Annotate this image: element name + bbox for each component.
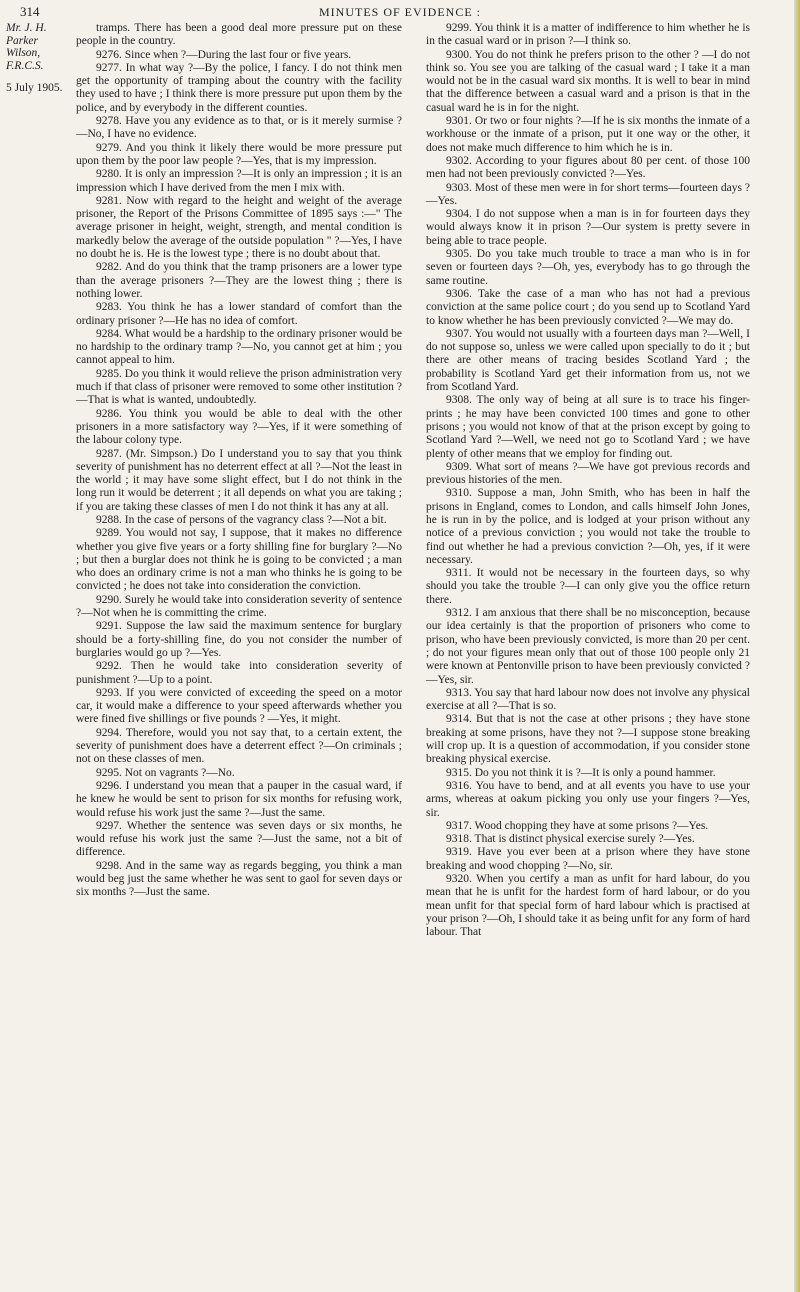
paragraph: 9277. In what way ?—By the police, I fancy. I do not think men get the opportunity of tramping about the country with the facility they used to have ; I think there is more pressure put upon them by the police, and by everybody in the different counties. bbox=[76, 61, 402, 114]
paragraph: 9312. I am anxious that there shall be no misconception, because our idea certainly is that the proportion of prisoners who come to prison, who have been previously convicted, is more than 20 per cent. ; do not your figures mean only that out of those 100 people only 21 were known at Pentonville prison to have been previously convicted ?—Yes, sir. bbox=[426, 607, 750, 686]
paragraph: 9304. I do not suppose when a man is in for fourteen days they would always know it in prison ?—Our system is pretty severe in being able to trace people. bbox=[426, 208, 750, 247]
paragraph: 9297. Whether the sentence was seven days or six months, he would refuse his work just the same ?—Just the same, not a bit of difference. bbox=[76, 819, 402, 859]
paragraph: 9305. Do you take much trouble to trace a man who is in for seven or fourteen days ?—Oh, yes, everybody has to go through the same routine. bbox=[426, 248, 750, 287]
paragraph: 9303. Most of these men were in for short terms—fourteen days ?—Yes. bbox=[426, 181, 750, 207]
paragraph: 9298. And in the same way as regards begging, you think a man would beg just the same whether he was sent to gaol for seven days or six months ?—Just the same. bbox=[76, 859, 402, 899]
paragraph: 9301. Or two or four nights ?—If he is six months the inmate of a workhouse or the inmate of a prison, put it one way or the other, it does not make much difference to him which he is in. bbox=[426, 115, 750, 154]
paragraph: 9296. I understand you mean that a pauper in the casual ward, if he knew he would be sent to prison for six months for refusing work, would refuse his work just the same ?—Just the same. bbox=[76, 779, 402, 819]
paragraph: 9315. Do you not think it is ?—It is only a pound hammer. bbox=[446, 766, 716, 779]
paragraph: 9278. Have you any evidence as to that, or is it merely surmise ?—No, I have no evidence. bbox=[76, 115, 402, 141]
paragraph: 9292. Then he would take into consideration severity of punishment ?—Up to a point. bbox=[76, 660, 402, 686]
witness-name: Mr. J. H. Parker Wilson, F.R.C.S. bbox=[6, 22, 47, 72]
paragraph: 9302. According to your figures about 80 per cent. of those 100 men had not been previously convicted ?—Yes. bbox=[426, 154, 750, 181]
paragraph: 9318. That is distinct physical exercise surely ?—Yes. bbox=[446, 833, 695, 846]
running-head: MINUTES OF EVIDENCE : bbox=[319, 5, 481, 19]
paragraph: tramps. There has been a good deal more pressure put on these people in the country. bbox=[76, 22, 402, 48]
paragraph: 9307. You would not usually with a fourteen days man ?—Well, I do not suppose so, unless we were called upon specially to do it ; but there are other means of tracing besides Scotland Yard ; the probability is Scotland Yard get their information from us, not we from Scotland Yard. bbox=[426, 327, 750, 394]
paragraph: 9291. Suppose the law said the maximum sentence for burglary should be a forty-shilling fine, do you not consider the number of burglaries would go up ?—Yes. bbox=[76, 620, 402, 659]
paragraph: 9300. You do not think he prefers prison to the other ? —I do not think so. You see you are talking of the casual ward ; I take it a man would not be in the casual ward six months. It is well to bear in mind that the difference between a casual ward and a prison is that in the casual ward he is in for the night. bbox=[426, 48, 750, 114]
evidence-date: 5 July 1905. bbox=[6, 82, 63, 94]
paragraph: 9284. What would be a hardship to the ordinary prisoner would be no hardship to the ordinary tramp ?—No, you cannot get at him ; you cannot appeal to him. bbox=[76, 327, 402, 367]
left-column bbox=[76, 22, 402, 900]
paragraph: 9308. The only way of being at all sure is to trace his finger-prints ; he may have been convicted 100 times and gone to other prisons ; you would not know of that at the prison except by going to Scotland Yard ?—Well, we need not go to Scotland Yard ; we have plenty of other means that we employ for finding out. bbox=[426, 394, 750, 460]
paragraph: 9276. Since when ?—During the last four or five years. bbox=[96, 48, 352, 61]
paragraph: 9286. You think you would be able to deal with the other prisoners in a more satisfactory way ?—Yes, if it were something of the labour colony type. bbox=[76, 407, 402, 447]
paragraph: 9279. And you think it likely there would be more pressure put upon them by the poor law people ?—Yes, that is my impression. bbox=[76, 141, 402, 167]
paragraph: 9314. But that is not the case at other prisons ; they have stone breaking at some prisons, have they not ?—I suppose stone breaking will crop up. It is a question of accommodation, if you consider stone breaking physical exercise. bbox=[426, 713, 750, 766]
paragraph: 9311. It would not be necessary in the fourteen days, so why should you take the trouble ?—I can only give you the office return there. bbox=[426, 567, 750, 606]
paragraph: 9293. If you were convicted of exceeding the speed on a motor car, it would make a difference to your speed afterwards whether you were fined five shillings or five pounds ? —Yes, it might. bbox=[76, 686, 402, 726]
paragraph: 9320. When you certify a man as unfit for hard labour, do you mean that he is unfit for the hardest form of hard labour, or do you mean unfit for that special form of hard labour which is practised at your prison ?—Oh, I should take it as being unfit for any form of hard labour. That bbox=[426, 873, 750, 939]
paragraph: 9288. In the case of persons of the vagrancy class ?—Not a bit. bbox=[96, 513, 387, 526]
paragraph: 9281. Now with regard to the height and weight of the average prisoner, the Report of the Prisons Committee of 1895 says :—" The average prisoner in height, weight, strength, and mental condition is markedly below the average of the outside population " ?—Yes, I have no doubt he is. He is the lowest type ; there is no doubt about that. bbox=[76, 194, 402, 261]
paragraph: 9283. You think he has a lower standard of comfort than the ordinary prisoner ?—He has no idea of comfort. bbox=[76, 301, 402, 327]
paragraph: 9282. And do you think that the tramp prisoners are a lower type than the average prisoners ?—They are the lowest thing ; there is nothing lower. bbox=[76, 261, 402, 300]
paragraph: 9313. You say that hard labour now does not involve any physical exercise at all ?—That is so. bbox=[426, 686, 750, 713]
paragraph: 9289. You would not say, I suppose, that it makes no difference whether you give five years or a forty shilling fine for burglary ?—No ; but then a burglar does not think he is going to be convicted ; a man who does an ordinary crime is not a man who thinks he is going to be convicted ; he does not take into consideration the conviction. bbox=[76, 527, 402, 593]
paragraph: 9287. (Mr. Simpson.) Do I understand you to say that you think severity of punishment has no deterrent effect at all ?—Not the least in the world ; it may have some slight effect, but I do not think in the long run it would be deterrent ; it all depends on what you are taking ; if you are taking these classes of men I do not think it has any at all. bbox=[76, 447, 402, 513]
paragraph: 9306. Take the case of a man who has not had a previous conviction at the same police court ; do you send up to Scotland Yard to know whether he has been previously convicted ?—We may do. bbox=[426, 287, 750, 327]
paragraph: 9317. Wood chopping they have at some prisons ?—Yes. bbox=[446, 819, 709, 832]
paragraph: 9294. Therefore, would you not say that, to a certain extent, the severity of punishment does have a deterrent effect ?—On criminals ; not on these classes of men. bbox=[76, 726, 402, 766]
paragraph: 9316. You have to bend, and at all events you have to use your arms, whereas at oakum picking you only use your fingers ?—Yes, sir. bbox=[426, 779, 750, 819]
paragraph: 9299. You think it is a matter of indifference to him whether he is in the casual ward or in prison ?—I think so. bbox=[426, 22, 750, 48]
paragraph: 9310. Suppose a man, John Smith, who has been in half the prisons in England, comes to London, and calls himself John Jones, he is run in by the police, and is lodged at your prison without any notice of a previous conviction ; you would not take the trouble to find out whether he had a previous conviction ?—Oh, yes, if it were necessary. bbox=[426, 487, 750, 566]
page-number: 314 bbox=[20, 4, 40, 19]
paragraph: 9309. What sort of means ?—We have got previous records and previous histories of the men. bbox=[426, 460, 750, 487]
paragraph: 9280. It is only an impression ?—It is only an impression ; it is an impression which I have derived from the men I mix with. bbox=[76, 168, 402, 194]
paragraph: 9295. Not on vagrants ?—No. bbox=[96, 766, 235, 779]
paragraph: 9319. Have you ever been at a prison where they have stone breaking and wood chopping ?—No, sir. bbox=[426, 846, 750, 872]
right-column bbox=[426, 22, 750, 939]
page-edge bbox=[794, 0, 800, 1292]
paragraph: 9290. Surely he would take into consideration severity of sentence ?—Not when he is committing the crime. bbox=[76, 593, 402, 620]
paragraph: 9285. Do you think it would relieve the prison administration very much if that class of prisoner were removed to some other institution ?—That is what is wanted, undoubtedly. bbox=[76, 367, 402, 407]
